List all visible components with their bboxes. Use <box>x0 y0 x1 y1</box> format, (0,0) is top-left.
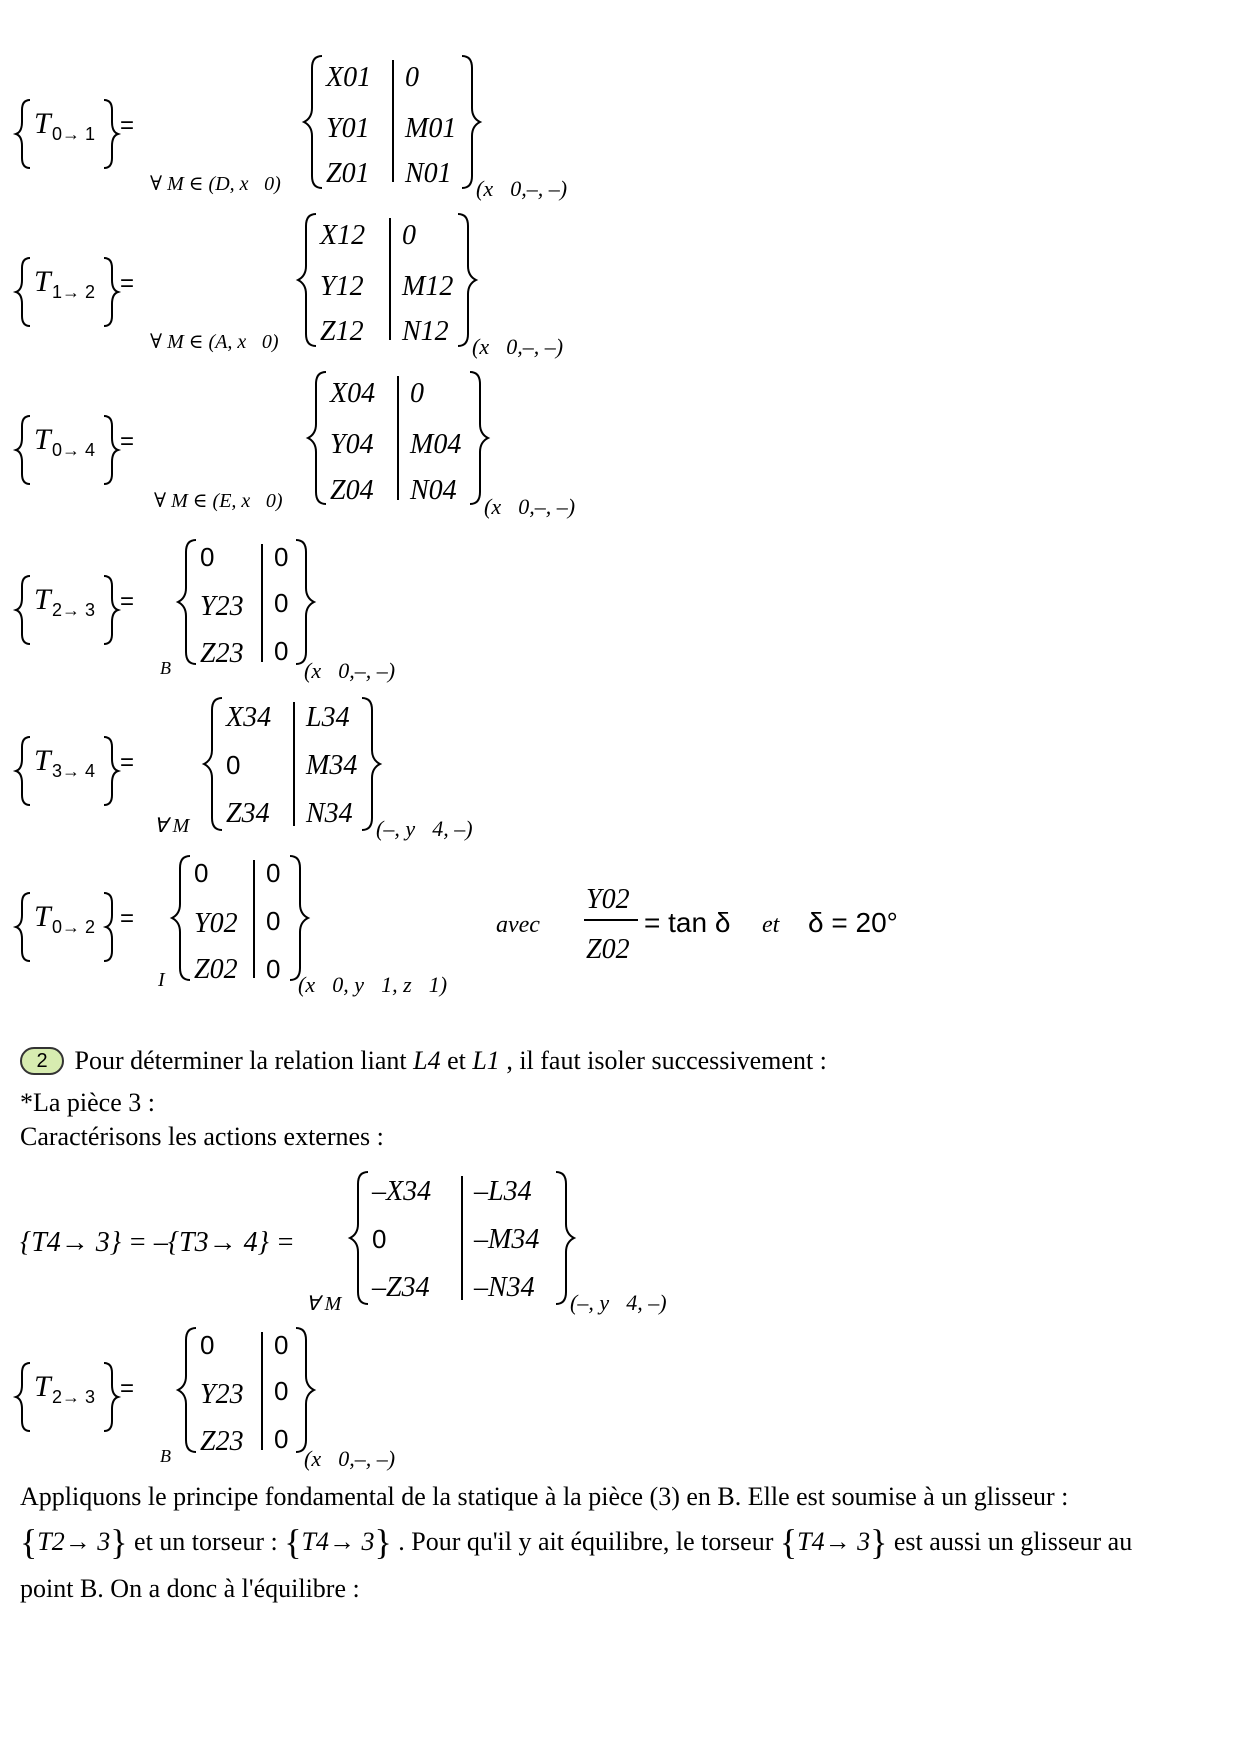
step2-text-a: Pour déterminer la relation liant <box>74 1046 407 1075</box>
torsor-T23 <box>16 540 395 683</box>
svg-text:0: 0 <box>266 954 281 984</box>
svg-text:X04: X04 <box>330 378 376 409</box>
svg-text:0: 0 <box>274 636 289 666</box>
svg-text:T: T <box>34 1370 51 1403</box>
svg-text:L34: L34 <box>306 702 350 733</box>
torsor-T02 <box>16 856 447 997</box>
svg-text:T: T <box>34 583 51 616</box>
svg-text:(x⃗0,–, –): (x⃗0,–, –) <box>304 1446 396 1471</box>
svg-text:∀ M ∈ (A, x⃗0): ∀ M ∈ (A, x⃗0) <box>150 331 279 353</box>
svg-text:X34: X34 <box>226 702 272 733</box>
svg-text:Z23: Z23 <box>200 1426 244 1457</box>
svg-text:0: 0 <box>372 1224 387 1254</box>
svg-text:0: 0 <box>402 220 416 251</box>
svg-text:M01: M01 <box>405 113 457 144</box>
final-mid-1: et un torseur : <box>134 1527 278 1556</box>
svg-text:= tan δ: = tan δ <box>644 907 731 938</box>
svg-text:N01: N01 <box>405 158 452 189</box>
svg-text:=: = <box>120 1375 135 1402</box>
svg-text:{T4→ 3} = –{T3→ 4} =: {T4→ 3} = –{T3→ 4} = <box>20 1227 295 1258</box>
final-mid-2: . Pour qu'il y ait équilibre, le torseur <box>398 1527 774 1556</box>
svg-text:0: 0 <box>274 1376 289 1406</box>
torsor-T04 <box>16 372 575 519</box>
step2-text-c: , il faut isoler successivement : <box>506 1046 827 1075</box>
svg-text:M04: M04 <box>410 429 462 460</box>
torsor-T01 <box>16 56 567 201</box>
svg-text:=: = <box>120 112 135 139</box>
svg-text:Y23: Y23 <box>200 591 244 622</box>
svg-text:–L34: –L34 <box>474 1176 532 1207</box>
torsor-T12 <box>16 214 563 359</box>
svg-text:0: 0 <box>410 378 424 409</box>
svg-text:I: I <box>158 969 165 991</box>
svg-text:=: = <box>120 588 135 615</box>
svg-text:Z04: Z04 <box>330 475 374 506</box>
svg-text:3→ 4: 3→ 4 <box>52 761 96 781</box>
svg-text:Y04: Y04 <box>330 429 374 460</box>
svg-text:∀ M ∈ (E, x⃗0): ∀ M ∈ (E, x⃗0) <box>154 490 283 512</box>
svg-text:Z02: Z02 <box>586 934 630 965</box>
svg-text:N34: N34 <box>306 798 353 829</box>
svg-text:(x⃗0,–, –): (x⃗0,–, –) <box>476 176 568 201</box>
svg-text:0: 0 <box>274 1424 289 1454</box>
svg-text:–X34: –X34 <box>372 1176 432 1207</box>
torsor-T23-b <box>16 1328 395 1471</box>
svg-text:et: et <box>762 912 780 938</box>
torsor-inline-T23: {T2→ 3} <box>20 1522 128 1562</box>
svg-text:0: 0 <box>274 588 289 618</box>
svg-text:0: 0 <box>194 858 209 888</box>
svg-text:0→ 1: 0→ 1 <box>52 124 96 144</box>
svg-text:∀ M: ∀ M <box>154 815 190 837</box>
svg-text:∀ M: ∀ M <box>306 1293 342 1315</box>
piece3-label: *La pièce 3 : <box>20 1088 155 1117</box>
svg-text:Y12: Y12 <box>320 271 364 302</box>
svg-text:B: B <box>160 1446 171 1466</box>
svg-text:(x⃗0,–, –): (x⃗0,–, –) <box>472 334 564 359</box>
torsor-T43 <box>20 1172 667 1315</box>
step-number-badge: 2 <box>20 1047 64 1075</box>
svg-text:T: T <box>34 900 51 933</box>
step2-line <box>20 1046 827 1076</box>
torsor-inline-T43-b: {T4→ 3} <box>779 1522 888 1562</box>
svg-text:–M34: –M34 <box>474 1224 540 1255</box>
var-L1: L1 <box>472 1046 500 1075</box>
svg-text:0: 0 <box>266 858 281 888</box>
svg-text:=: = <box>120 905 135 932</box>
svg-text:2→ 3: 2→ 3 <box>52 1387 96 1407</box>
svg-text:Y02: Y02 <box>194 908 238 939</box>
torsor-inline-T43-a: {T4→ 3} <box>284 1522 392 1562</box>
svg-text:(x⃗0,–, –): (x⃗0,–, –) <box>304 658 396 683</box>
svg-text:(–, y⃗4, –): (–, y⃗4, –) <box>570 1290 667 1315</box>
svg-text:Y01: Y01 <box>326 113 370 144</box>
svg-text:0→ 4: 0→ 4 <box>52 440 96 460</box>
svg-text:1→ 2: 1→ 2 <box>52 282 96 302</box>
final-mid-3: est aussi un glisseur au <box>893 1527 1133 1556</box>
svg-text:Z01: Z01 <box>326 158 370 189</box>
svg-text:N12: N12 <box>402 316 449 347</box>
svg-text:0: 0 <box>200 1330 215 1360</box>
svg-text:Z23: Z23 <box>200 638 244 669</box>
svg-text:0→ 2: 0→ 2 <box>52 917 96 937</box>
svg-text:0: 0 <box>266 906 281 936</box>
svg-text:0: 0 <box>274 1330 289 1360</box>
svg-text:2→ 3: 2→ 3 <box>52 600 96 620</box>
svg-text:Y23: Y23 <box>200 1379 244 1410</box>
svg-text:Z02: Z02 <box>194 954 238 985</box>
svg-text:M34: M34 <box>306 750 358 781</box>
svg-text:T: T <box>34 744 51 777</box>
avec-relation <box>496 884 898 965</box>
svg-text:B: B <box>160 658 171 678</box>
final-line-2 <box>20 1520 1132 1564</box>
svg-text:T: T <box>34 265 51 298</box>
caract-label: Caractérisons les actions externes : <box>20 1122 384 1151</box>
svg-text:T: T <box>34 423 51 456</box>
svg-text:0: 0 <box>274 542 289 572</box>
svg-text:X01: X01 <box>326 62 372 93</box>
step2-text-b: et <box>447 1046 466 1075</box>
svg-text:M12: M12 <box>402 271 454 302</box>
svg-text:avec: avec <box>496 912 540 938</box>
svg-text:(x⃗0, y⃗1, z⃗1): (x⃗0, y⃗1, z⃗1) <box>298 972 448 997</box>
svg-text:(–, y⃗4, –): (–, y⃗4, –) <box>376 816 473 841</box>
torsor-T34 <box>16 698 473 841</box>
svg-text:X12: X12 <box>320 220 366 251</box>
svg-text:∀ M ∈ (D, x⃗0): ∀ M ∈ (D, x⃗0) <box>150 173 281 195</box>
svg-text:–Z34: –Z34 <box>372 1272 430 1303</box>
svg-text:=: = <box>120 428 135 455</box>
svg-text:(x⃗0,–, –): (x⃗0,–, –) <box>484 494 576 519</box>
svg-text:δ = 20°: δ = 20° <box>808 907 898 938</box>
final-line-1: Appliquons le principe fondamental de la statique à la pièce (3) en B. Elle est soumise à un glisseur : <box>20 1482 1069 1511</box>
svg-text:=: = <box>120 749 135 776</box>
svg-text:T: T <box>34 107 51 140</box>
svg-text:–N34: –N34 <box>474 1272 535 1303</box>
svg-text:0: 0 <box>405 62 419 93</box>
svg-text:Z12: Z12 <box>320 316 364 347</box>
svg-text:0: 0 <box>200 542 215 572</box>
svg-text:0: 0 <box>226 750 241 780</box>
svg-text:=: = <box>120 270 135 297</box>
svg-text:Y02: Y02 <box>586 884 630 915</box>
svg-text:Z34: Z34 <box>226 798 270 829</box>
var-L4: L4 <box>413 1046 441 1075</box>
svg-text:N04: N04 <box>410 475 457 506</box>
final-line-3: point B. On a donc à l'équilibre : <box>20 1574 360 1603</box>
